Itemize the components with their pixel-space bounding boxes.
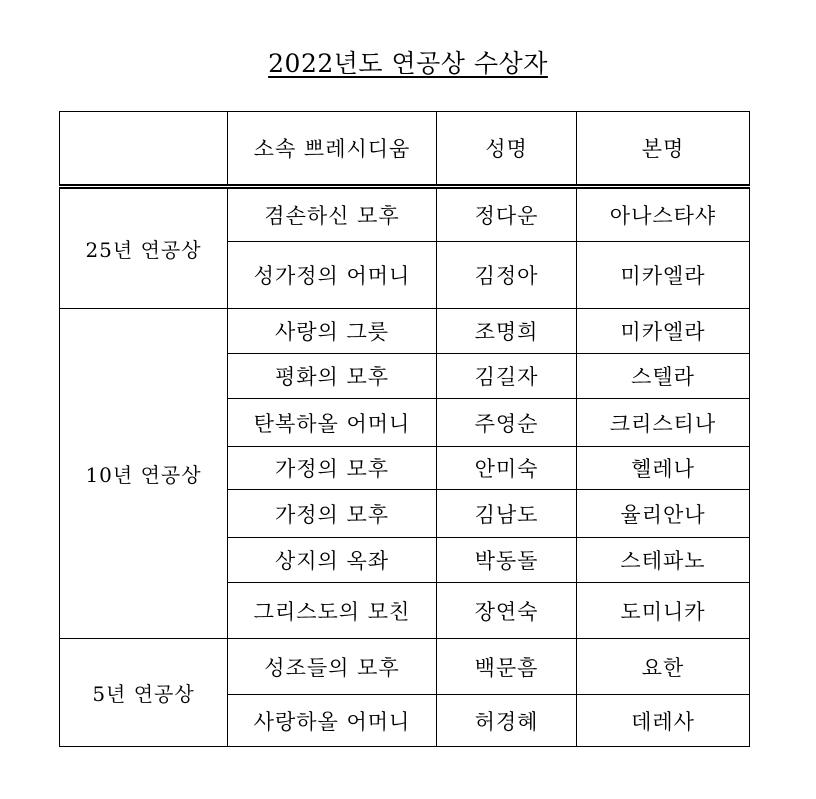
cell-presidium: 탄복하올 어머니 (228, 399, 437, 447)
table-row (60, 187, 750, 242)
cell-baptismal-name: 스테파노 (577, 538, 750, 583)
cell-baptismal-name: 도미니카 (577, 583, 750, 639)
cell-baptismal-name: 헬레나 (577, 447, 750, 490)
cell-name: 안미숙 (437, 447, 577, 490)
header-row (60, 112, 750, 187)
cell-presidium: 성조들의 모후 (228, 639, 437, 695)
header-name: 성명 (437, 112, 577, 187)
cell-baptismal-name: 요한 (577, 639, 750, 695)
cell-baptismal-name: 율리안나 (577, 490, 750, 538)
cell-name: 허경혜 (437, 695, 577, 747)
cell-presidium: 성가정의 어머니 (228, 242, 437, 309)
cell-name: 백문흠 (437, 639, 577, 695)
header-baptismal-name: 본명 (577, 112, 750, 187)
title-text: 2022년도 연공상 수상자 (268, 49, 548, 78)
cell-name: 정다운 (437, 187, 577, 242)
cell-presidium: 평화의 모후 (228, 354, 437, 399)
cell-presidium: 그리스도의 모친 (228, 583, 437, 639)
table-row (60, 639, 750, 695)
header-empty (60, 112, 228, 187)
group-label-5: 5년 연공상 (60, 639, 228, 747)
cell-baptismal-name: 미카엘라 (577, 242, 750, 309)
cell-presidium: 사랑하올 어머니 (228, 695, 437, 747)
cell-baptismal-name: 미카엘라 (577, 309, 750, 354)
cell-presidium: 가정의 모후 (228, 447, 437, 490)
cell-presidium: 겸손하신 모후 (228, 187, 437, 242)
cell-name: 장연숙 (437, 583, 577, 639)
cell-baptismal-name: 스텔라 (577, 354, 750, 399)
cell-name: 김길자 (437, 354, 577, 399)
cell-name: 주영순 (437, 399, 577, 447)
cell-baptismal-name: 데레사 (577, 695, 750, 747)
cell-presidium: 가정의 모후 (228, 490, 437, 538)
cell-name: 박동돌 (437, 538, 577, 583)
awards-table (59, 111, 750, 747)
cell-baptismal-name: 아나스타샤 (577, 187, 750, 242)
cell-name: 조명희 (437, 309, 577, 354)
cell-name: 김정아 (437, 242, 577, 309)
header-presidium: 소속 쁘레시디움 (228, 112, 437, 187)
group-label-25: 25년 연공상 (60, 187, 228, 309)
group-label-10: 10년 연공상 (60, 309, 228, 639)
cell-presidium: 사랑의 그릇 (228, 309, 437, 354)
cell-presidium: 상지의 옥좌 (228, 538, 437, 583)
cell-name: 김남도 (437, 490, 577, 538)
cell-baptismal-name: 크리스티나 (577, 399, 750, 447)
document-title (0, 44, 816, 80)
table-row (60, 309, 750, 354)
